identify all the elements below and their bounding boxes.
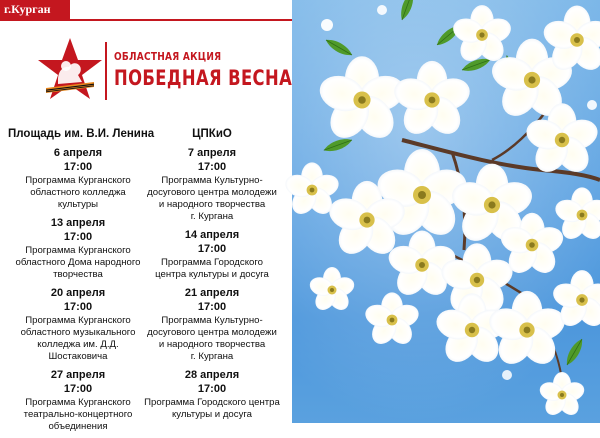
event-item xyxy=(8,216,148,281)
event-date: 7 апреля xyxy=(187,147,237,159)
event-item xyxy=(8,146,148,211)
event-time: 17:00 xyxy=(197,243,227,255)
event-description: Программа Городского центра культуры и досуга xyxy=(144,397,280,420)
event-date: 21 апреля xyxy=(184,287,240,299)
event-item xyxy=(132,228,292,281)
event-time: 17:00 xyxy=(197,301,227,313)
schedule-column-park xyxy=(132,128,292,426)
event-date: 20 апреля xyxy=(50,287,106,299)
column-heading: ЦПКиО xyxy=(192,128,232,140)
column-heading: Площадь им. В.И. Ленина xyxy=(8,128,155,140)
event-description: Программа Курганского областного музыкального колледжа им. Д.Д. Шостаковича xyxy=(20,315,136,362)
cherry-blossom-illustration xyxy=(292,0,600,423)
event-date: 28 апреля xyxy=(184,369,240,381)
schedule-column-lenin-square xyxy=(8,128,155,438)
event-item xyxy=(132,146,292,223)
event-time: 17:00 xyxy=(63,161,93,173)
logo-title: ПОБЕДНАЯ ВЕСНА xyxy=(114,66,293,90)
event-time: 17:00 xyxy=(197,383,227,395)
red-star-icon xyxy=(36,36,104,104)
event-description: Программа Городского центра культуры и досуга xyxy=(155,257,269,280)
event-description: Программа Курганского театрально-концертного объединения xyxy=(23,397,133,432)
event-date: 27 апреля xyxy=(50,369,106,381)
logo-subtitle: ОБЛАСТНАЯ АКЦИЯ xyxy=(114,50,222,63)
city-tag xyxy=(0,0,292,22)
event-time: 17:00 xyxy=(63,231,93,243)
event-description: Программа Культурно- досугового центра молодежи и народного творчества г. Кургана xyxy=(147,175,277,222)
blossom-photo xyxy=(292,0,600,423)
event-description: Программа Курганского областного Дома народного творчества xyxy=(15,245,141,280)
event-item xyxy=(132,368,292,421)
city-label: г.Курган xyxy=(4,2,51,16)
event-description: Программа Культурно- досугового центра молодежи и народного творчества г. Кургана xyxy=(147,315,277,362)
event-date: 14 апреля xyxy=(184,229,240,241)
event-description: Программа Курганского областного колледжа культуры xyxy=(25,175,131,210)
event-time: 17:00 xyxy=(197,161,227,173)
event-item xyxy=(132,286,292,363)
event-time: 17:00 xyxy=(63,301,93,313)
event-date: 13 апреля xyxy=(50,217,106,229)
event-item xyxy=(8,368,148,433)
campaign-logo xyxy=(36,36,293,106)
event-item xyxy=(8,286,148,363)
event-date: 6 апреля xyxy=(53,147,103,159)
event-time: 17:00 xyxy=(63,383,93,395)
